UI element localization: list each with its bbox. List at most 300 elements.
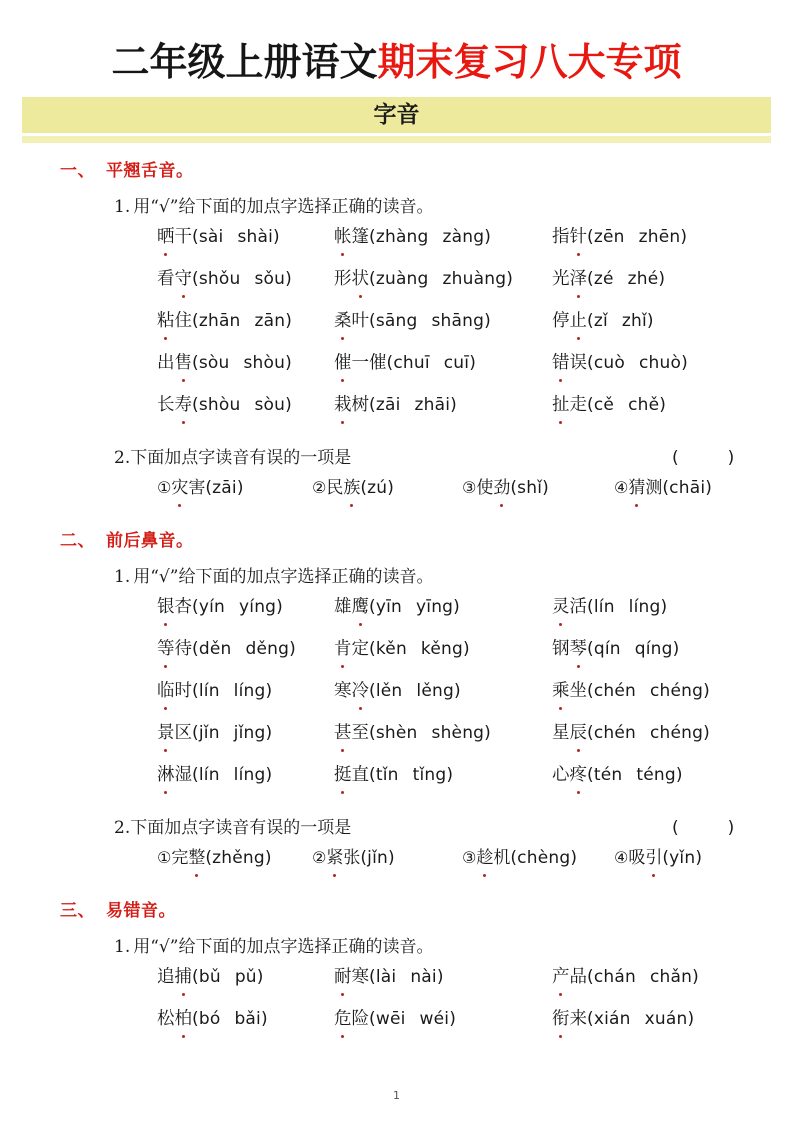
dotted-character: 劲 [493,475,510,501]
pinyin-option[interactable]: zāi [375,395,401,415]
pinyin-option[interactable]: sòu [254,395,286,415]
pinyin-option[interactable]: chéng [650,723,704,743]
question-option[interactable] [462,845,577,871]
word-choice-item[interactable] [552,762,683,788]
instruction-number: 1. [114,567,131,587]
character: 张 [343,848,361,868]
topic-banner-underline [22,136,771,143]
word-choice-item[interactable] [157,224,280,250]
pinyin-option[interactable]: bǎi [234,1009,261,1029]
option-marker: ④ [614,848,629,867]
pinyin-option[interactable]: shòu [243,353,286,373]
instruction-number: 1. [114,937,131,957]
instruction-line [22,932,771,957]
character: 树 [351,395,369,415]
question-text: 下面加点字读音有误的一项是 [130,818,352,838]
word-choice-item[interactable] [334,678,461,704]
pinyin-option[interactable]: yīn [375,597,403,617]
pinyin-option[interactable]: zuàng [375,269,429,289]
character: 星 [552,723,570,743]
character: 来 [569,1009,587,1029]
word-choice-item[interactable] [334,762,453,788]
character: 长 [157,395,175,415]
character: 民 [326,478,344,498]
pinyin-option[interactable]: děn [198,639,232,659]
question-stem [22,443,771,469]
pinyin-option[interactable]: zé [593,269,614,289]
instruction-line [22,562,771,587]
question-stem [22,813,771,839]
dotted-character: 产 [552,964,570,990]
question-number: 2. [114,818,131,838]
pinyin-option[interactable]: sāng [375,311,418,331]
pinyin-options[interactable]: (yín yíng) [192,597,284,617]
option-pinyin: (chāi) [662,478,713,498]
character: 雄 [334,597,352,617]
word-grid [22,224,771,434]
character: 误 [569,353,587,373]
pinyin-options[interactable]: (xián xuán) [587,1009,695,1029]
character: 叶 [351,311,369,331]
character: 区 [174,723,192,743]
pinyin-options[interactable]: (zēn zhēn) [587,227,688,247]
pinyin-option[interactable]: lín [198,681,220,701]
pinyin-option[interactable]: zhēn [638,227,681,247]
section-heading [22,896,771,921]
character: 至 [351,723,369,743]
character: 机 [493,848,511,868]
section-number: 一、 [60,161,95,181]
word-choice-item[interactable] [157,1006,268,1032]
pinyin-option[interactable]: cě [593,395,615,415]
dotted-character: 守 [175,266,193,292]
character: 追 [157,967,175,987]
instruction-text: 用“√”给下面的加点字选择正确的读音。 [133,197,434,217]
pinyin-option[interactable]: lín [198,765,220,785]
pinyin-option[interactable]: zān [254,311,286,331]
word-row [22,678,771,720]
pinyin-option[interactable]: zhǐ [621,311,647,331]
pinyin-option[interactable]: pǔ [234,967,257,987]
pinyin-options[interactable]: (kěn kěng) [369,639,470,659]
section [22,896,771,1048]
word-choice-item[interactable] [334,308,491,334]
word-choice-item[interactable] [157,594,283,620]
pinyin-option[interactable]: shèn [375,723,418,743]
character: 直 [351,765,369,785]
dotted-character: 桑 [334,308,352,334]
pinyin-options[interactable]: (zé zhé) [587,269,666,289]
pinyin-option[interactable]: chéng [650,681,704,701]
word-row [22,266,771,308]
word-choice-item[interactable] [552,678,710,704]
pinyin-option[interactable]: shāng [431,311,485,331]
pinyin-option[interactable]: lài [375,967,397,987]
page-number: 1 [393,1089,400,1102]
dotted-character: 帐 [334,224,352,250]
pinyin-options[interactable]: (cě chě) [587,395,667,415]
pinyin-options[interactable]: (shèn shèng) [369,723,492,743]
topic-banner [22,97,771,133]
pinyin-options[interactable]: (shǒu sǒu) [192,269,292,289]
word-choice-item[interactable] [157,350,292,376]
word-choice-item[interactable] [334,224,491,250]
pinyin-option[interactable]: lěn [375,681,403,701]
dotted-character: 疼 [570,762,588,788]
dotted-character: 猜 [628,475,645,501]
word-choice-item[interactable] [157,964,264,990]
character: 心 [552,765,570,785]
option-pinyin: (zú) [360,478,395,498]
dotted-character: 针 [570,224,588,250]
pinyin-options[interactable]: (zhān zān) [192,311,293,331]
section-heading [22,156,771,181]
dotted-character: 肯 [334,636,352,662]
dotted-character: 景 [157,720,175,746]
word-choice-item[interactable] [552,308,654,334]
pinyin-option[interactable]: jǐng [233,723,266,743]
dotted-character: 灾 [171,475,188,501]
dotted-character: 银 [157,594,175,620]
option-marker: ② [312,848,327,867]
character: 出 [157,353,175,373]
character: 寒 [334,681,352,701]
section-number: 二、 [60,531,95,551]
pinyin-option[interactable]: shèng [431,723,485,743]
word-choice-item[interactable] [334,964,444,990]
pinyin-option[interactable]: jǐn [198,723,220,743]
pinyin-option[interactable]: bó [198,1009,221,1029]
dotted-character: 扯 [552,392,570,418]
question-option[interactable] [157,475,244,501]
dotted-character: 鹰 [352,594,370,620]
character: 坐 [569,681,587,701]
answer-blank[interactable]: ( ) [672,818,751,838]
character: 一 [351,353,369,373]
pinyin-options[interactable]: (zǐ zhǐ) [587,311,654,331]
pinyin-options[interactable]: (chuī cuī) [386,353,477,373]
word-row [22,762,771,804]
dotted-character: 乘 [552,678,570,704]
instruction-line [22,192,771,217]
pinyin-option[interactable]: yíng [239,597,277,617]
pinyin-options[interactable]: (jǐn jǐng) [192,723,273,743]
dotted-character: 耐 [334,964,352,990]
pinyin-option[interactable]: líng [233,765,266,785]
character: 催 [369,353,387,373]
pinyin-option[interactable]: kěn [375,639,407,659]
pinyin-option[interactable]: líng [628,597,661,617]
word-choice-item[interactable] [552,1006,694,1032]
character: 使 [476,478,494,498]
section-heading [22,526,771,551]
pinyin-option[interactable]: wēi [375,1009,406,1029]
section-label: 平翘舌音。 [106,161,194,181]
character: 走 [569,395,587,415]
dotted-character: 临 [157,678,175,704]
option-marker: ① [157,478,172,497]
pinyin-option[interactable]: sǒu [254,269,286,289]
pinyin-options[interactable]: (chén chéng) [587,723,710,743]
section [22,526,771,883]
word-choice-item[interactable] [552,350,688,376]
pinyin-option[interactable]: chuī [393,353,430,373]
instruction-text: 用“√”给下面的加点字选择正确的读音。 [133,937,434,957]
pinyin-option[interactable]: shǒu [198,269,241,289]
pinyin-option[interactable]: děng [245,639,290,659]
word-choice-item[interactable] [334,636,470,662]
pinyin-option[interactable]: wéi [419,1009,450,1029]
character: 看 [157,269,175,289]
question-option[interactable] [614,475,712,501]
section-label: 易错音。 [106,901,176,921]
word-choice-item[interactable] [334,1006,456,1032]
option-marker: ① [157,848,172,867]
character: 险 [351,1009,369,1029]
pinyin-options[interactable]: (yīn yīng) [369,597,461,617]
word-row [22,224,771,266]
dotted-character: 甚 [334,720,352,746]
pinyin-options[interactable]: (sāng shāng) [369,311,491,331]
word-choice-item[interactable] [334,392,457,418]
pinyin-options[interactable]: (lín líng) [587,597,668,617]
pinyin-option[interactable]: shòu [198,395,241,415]
pinyin-options[interactable]: (wēi wéi) [369,1009,457,1029]
word-grid [22,964,771,1048]
option-pinyin: (zāi) [205,478,244,498]
dotted-character: 衔 [552,1006,570,1032]
word-choice-item[interactable] [157,308,292,334]
section [22,156,771,513]
word-choice-item[interactable] [552,224,687,250]
word-choice-item[interactable] [334,350,476,376]
character: 吸 [628,848,646,868]
question-option[interactable] [157,845,272,871]
word-choice-item[interactable] [157,392,292,418]
pinyin-options[interactable]: (bó bǎi) [192,1009,268,1029]
pinyin-option[interactable]: chán [593,967,636,987]
pinyin-option[interactable]: qín [593,639,621,659]
pinyin-options[interactable]: (zuàng zhuàng) [369,269,514,289]
word-choice-item[interactable] [334,720,491,746]
pinyin-option[interactable]: tǐn [375,765,399,785]
pinyin-option[interactable]: chǎn [649,967,693,987]
word-choice-item[interactable] [552,964,699,990]
dotted-character: 售 [175,350,193,376]
page-title-black: 二年级上册语文 [111,40,378,84]
character: 时 [174,681,192,701]
pinyin-options[interactable]: (qín qíng) [587,639,680,659]
pinyin-option[interactable]: yīng [416,597,454,617]
pinyin-option[interactable]: yín [198,597,226,617]
pinyin-options[interactable]: (lài nài) [369,967,444,987]
character: 光 [552,269,570,289]
dotted-character: 催 [334,350,352,376]
dotted-character: 族 [343,475,360,501]
pinyin-option[interactable]: chén [593,723,636,743]
word-choice-item[interactable] [157,636,296,662]
character: 完 [171,848,189,868]
word-choice-item[interactable] [552,636,679,662]
dotted-character: 等 [157,636,175,662]
word-choice-item[interactable] [157,266,292,292]
pinyin-option[interactable]: xuán [644,1009,688,1029]
word-row [22,964,771,1006]
pinyin-options[interactable]: (děn děng) [192,639,296,659]
dotted-character: 琴 [570,636,588,662]
dotted-character: 泽 [570,266,588,292]
pinyin-options[interactable]: (tén téng) [587,765,683,785]
pinyin-option[interactable]: xián [593,1009,631,1029]
dotted-character: 挺 [334,762,352,788]
page-title-red: 期末复习八大专项 [377,40,682,84]
pinyin-option[interactable]: nài [410,967,437,987]
option-pinyin: (jǐn) [360,848,395,868]
pinyin-options[interactable]: (tǐn tǐng) [369,765,454,785]
pinyin-options[interactable]: (lín líng) [192,681,273,701]
character: 钢 [552,639,570,659]
pinyin-options[interactable]: (lěn lěng) [369,681,461,701]
pinyin-option[interactable]: zhàng [375,227,429,247]
character: 测 [645,478,663,498]
character: 停 [552,311,570,331]
question-option[interactable] [312,475,394,501]
pinyin-options[interactable]: (cuò chuò) [587,353,688,373]
instruction-text: 用“√”给下面的加点字选择正确的读音。 [133,567,434,587]
option-pinyin: (yǐn) [662,848,703,868]
word-choice-item[interactable] [157,762,272,788]
pinyin-option[interactable]: qíng [634,639,673,659]
character: 品 [569,967,587,987]
word-choice-item[interactable] [334,594,460,620]
pinyin-option[interactable]: lěng [416,681,454,701]
pinyin-option[interactable]: cuī [443,353,470,373]
word-choice-item[interactable] [157,678,272,704]
dotted-character: 捕 [175,964,193,990]
word-choice-item[interactable] [552,594,667,620]
dotted-character: 辰 [570,720,588,746]
question-number: 2. [114,448,131,468]
word-choice-item[interactable] [334,266,513,292]
pinyin-option[interactable]: chén [593,681,636,701]
pinyin-option[interactable]: kěng [420,639,463,659]
question-option[interactable] [312,845,395,871]
pinyin-options[interactable]: (lín líng) [192,765,273,785]
sections-container [22,156,771,1048]
dotted-character: 紧 [326,845,343,871]
pinyin-option[interactable]: chuò [638,353,682,373]
word-row [22,594,771,636]
word-choice-item[interactable] [552,720,710,746]
section-number: 三、 [60,901,95,921]
topic-banner-label: 字音 [373,102,420,128]
dotted-character: 栽 [334,392,352,418]
pinyin-options[interactable]: (bǔ pǔ) [192,967,264,987]
dotted-character: 整 [188,845,205,871]
answer-blank[interactable]: ( ) [672,448,751,468]
pinyin-option[interactable]: cuò [593,353,625,373]
pinyin-option[interactable]: sài [198,227,224,247]
question-text: 下面加点字读音有误的一项是 [130,448,352,468]
pinyin-option[interactable]: zhé [627,269,659,289]
pinyin-option[interactable]: zǐ [593,311,608,331]
pinyin-option[interactable]: zhuàng [442,269,507,289]
pinyin-options[interactable]: (chán chǎn) [587,967,699,987]
character: 害 [188,478,206,498]
option-marker: ③ [462,848,477,867]
dotted-character: 粘 [157,308,175,334]
character: 定 [351,639,369,659]
pinyin-options[interactable]: (chén chéng) [587,681,710,701]
word-row [22,392,771,434]
option-marker: ② [312,478,327,497]
word-choice-item[interactable] [157,720,272,746]
option-pinyin: (chèng) [510,848,578,868]
pinyin-option[interactable]: zēn [593,227,625,247]
dotted-character: 淋 [157,762,175,788]
option-pinyin: (zhěng) [205,848,272,868]
pinyin-option[interactable]: tén [593,765,623,785]
pinyin-options[interactable]: (sòu shòu) [192,353,292,373]
pinyin-options[interactable]: (zāi zhāi) [369,395,457,415]
character: 形 [334,269,352,289]
dotted-character: 寿 [175,392,193,418]
pinyin-option[interactable]: tǐng [412,765,447,785]
word-choice-item[interactable] [552,392,666,418]
character: 篷 [351,227,369,247]
pinyin-option[interactable]: shài [237,227,274,247]
pinyin-options[interactable]: (shòu sòu) [192,395,292,415]
word-row [22,350,771,392]
page-title [22,0,771,84]
question-option[interactable] [462,475,549,501]
dotted-character: 柏 [175,1006,193,1032]
pinyin-option[interactable]: sòu [198,353,230,373]
section-label: 前后鼻音。 [106,531,194,551]
word-choice-item[interactable] [552,266,665,292]
pinyin-option[interactable]: zhān [198,311,241,331]
word-row [22,636,771,678]
character: 寒 [351,967,369,987]
dotted-character: 冷 [352,678,370,704]
dotted-character: 引 [645,845,662,871]
dotted-character: 灵 [552,594,570,620]
option-marker: ③ [462,478,477,497]
pinyin-options[interactable]: (zhàng zàng) [369,227,492,247]
option-pinyin: (shǐ) [510,478,549,498]
word-row [22,308,771,350]
pinyin-option[interactable]: bǔ [198,967,221,987]
question-options [22,475,771,513]
character: 住 [174,311,192,331]
dotted-character: 晒 [157,224,175,250]
pinyin-option[interactable]: zàng [442,227,485,247]
pinyin-option[interactable]: líng [233,681,266,701]
character: 杏 [174,597,192,617]
dotted-character: 错 [552,350,570,376]
question-option[interactable] [614,845,702,871]
character: 松 [157,1009,175,1029]
word-row [22,1006,771,1048]
pinyin-option[interactable]: zhāi [414,395,451,415]
dotted-character: 状 [352,266,370,292]
word-grid [22,594,771,804]
pinyin-option[interactable]: lín [593,597,615,617]
pinyin-options[interactable]: (sài shài) [192,227,280,247]
character: 指 [552,227,570,247]
pinyin-option[interactable]: téng [636,765,676,785]
pinyin-option[interactable]: chě [628,395,660,415]
